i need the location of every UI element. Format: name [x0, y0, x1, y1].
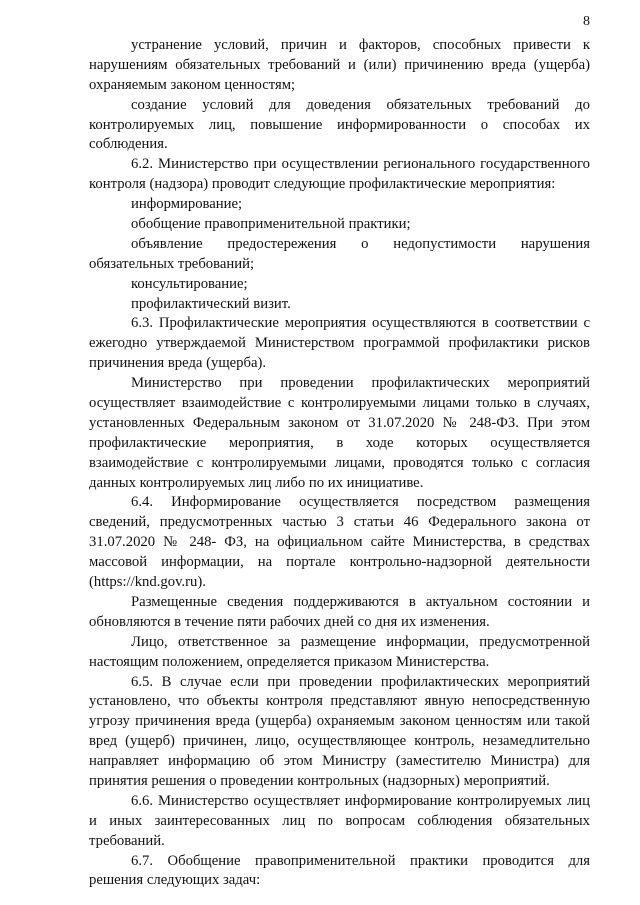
body-text: [89, 36, 590, 891]
paragraph: Размещенные сведения поддерживаются в актуальном состоянии и обновляются в течение пяти рабочих дней со дня их изменения.: [89, 593, 590, 630]
paragraph: объявление предостережения о недопустимости нарушения обязательных требований;: [89, 235, 590, 272]
paragraph: 6.2. Министерство при осуществлении регионального государственного контроля (надзора) проводит следующие профилактические мероприятия:: [89, 156, 590, 193]
paragraph: 6.5. В случае если при проведении профилактических мероприятий установлено, что объекты контроля представляют явную непосредственную угрозу причинения вреда (ущерба) охраняемым законом ценностям или такой вред (ущерб) причинен, лицо, осуществляющее контроль, незамедлительно направляет информацию об этом Министру (заместителю Министра) для принятия решения о проведении контрольных (надзорных) мероприятий.: [89, 673, 590, 789]
paragraph: 6.6. Министерство осуществляет информирование контролируемых лиц и иных заинтересованных лиц по вопросам соблюдения обязательных требований.: [89, 792, 590, 849]
paragraph: профилактический визит.: [131, 295, 291, 312]
paragraph: 6.4. Информирование осуществляется посредством размещения сведений, предусмотренных частью 3 статьи 46 Федерального закона от 31.07.2020 № 248- ФЗ, на официальном сайте Министерства, в средствах массовой информации, на портале контрольно-надзорной деятельности (https://knd.gov.ru).: [89, 494, 590, 591]
paragraph: создание условий для доведения обязательных требований до контролируемых лиц, повышение информированности о способах их соблюдения.: [89, 96, 590, 153]
page-number: 8: [583, 14, 590, 29]
paragraph: Лицо, ответственное за размещение информации, предусмотренной настоящим положением, определяется приказом Министерства.: [89, 633, 590, 670]
paragraph: 6.7. Обобщение правоприменительной практики проводится для решения следующих задач:: [89, 852, 590, 889]
paragraph: обобщение правоприменительной практики;: [131, 216, 411, 233]
paragraph: 6.3. Профилактические мероприятия осуществляются в соответствии с ежегодно утверждаемой Министерством программой профилактики рисков причинения вреда (ущерба).: [89, 315, 590, 372]
paragraph: консультирование;: [131, 275, 248, 292]
paragraph: информирование;: [131, 196, 243, 213]
paragraph: Министерство при проведении профилактических мероприятий осуществляет взаимодействие с контролируемыми лицами только в случаях, установленных Федеральным законом от 31.07.2020 № 248-ФЗ. При этом профилактические мероприятия, в ходе которых осуществляется взаимодействие с контролируемыми лицами, проводятся только с согласия данных контролируемых лиц либо по их инициативе.: [89, 375, 590, 491]
paragraph: устранение условий, причин и факторов, способных привести к нарушениям обязательных требований и (или) причинению вреда (ущерба) охраняемым законом ценностям;: [89, 37, 590, 93]
